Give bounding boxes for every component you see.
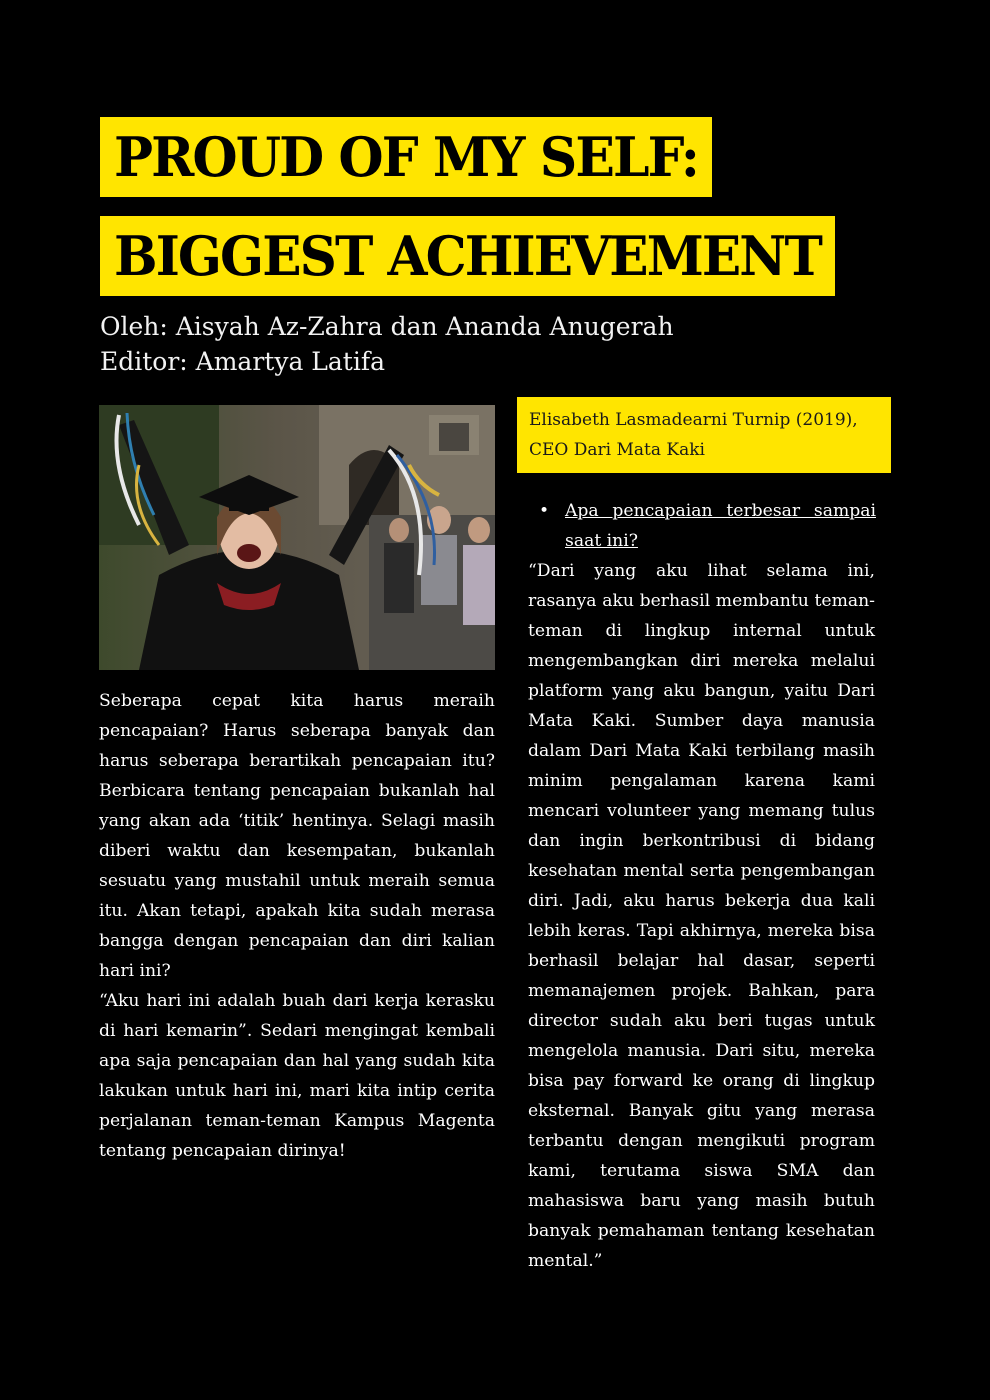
title-line-2 (100, 216, 835, 296)
interviewee-box (517, 397, 891, 473)
answer-paragraph: “Dari yang aku lihat selama ini, rasanya aku berhasil membantu teman-teman di lingkup internal untuk mengembangkan diri mereka melalui platform yang aku bangun, yaitu Dari Mata Kaki. Sumber daya manusia dalam Dari Mata Kaki terbilang masih minim pengalaman karena kami mencari volunteer yang memang tulus dan ingin berkontribusi di bidang kesehatan mental serta pengembangan diri. Jadi, aku harus bekerja dua kali lebih keras. Tapi akhirnya, mereka bisa berhasil belajar hal dasar, seperti memanajemen projek. Bahkan, para director sudah aku beri tugas untuk mengelola manusia. Dari situ, mereka bisa pay forward ke orang di lingkup eksternal. Banyak gitu yang merasa terbantu dengan mengikuti program kami, terutama siswa SMA dan mahasiswa baru yang masih butuh banyak pemahaman tentang kesehatan mental.” (528, 561, 875, 1271)
intro-paragraph-2: “Aku hari ini adalah buah dari kerja kerasku di hari kemarin”. Sedari mengingat kembali apa saja pencapaian dan hal yang sudah kita lakukan untuk hari ini, mari kita intip cerita perjalanan teman-teman Kampus Magenta tentang pencapaian dirinya! (99, 991, 495, 1161)
intro-paragraph-1: Seberapa cepat kita harus meraih pencapaian? Harus seberapa banyak dan harus seberapa berartikah pencapaian itu? Berbicara tentang pencapaian bukanlah hal yang akan ada ‘titik’ hentinya. Selagi masih diberi waktu dan kesempatan, bukanlah sesuatu yang mustahil untuk meraih semua itu. Akan tetapi, apakah kita sudah merasa bangga dengan pencapaian dan diri kalian hari ini? (99, 691, 495, 981)
graduation-photo (99, 405, 495, 670)
answer-text (528, 556, 875, 1276)
bullet-icon: • (539, 501, 550, 521)
interviewee-name: Elisabeth Lasmadearni Turnip (2019), CEO Dari Mata Kaki (529, 410, 858, 460)
question-text: Apa pencapaian terbesar sampai saat ini? (565, 501, 876, 551)
title-line-1-text: PROUD OF MY SELF: (114, 125, 698, 189)
editor-byline: Editor: Amartya Latifa (100, 347, 386, 376)
author-byline: Oleh: Aisyah Az-Zahra dan Ananda Anugerah (100, 312, 674, 341)
title-line-2-text: BIGGEST ACHIEVEMENT (114, 224, 821, 288)
title-line-1 (100, 117, 712, 197)
intro-text (99, 686, 495, 1166)
question-item (539, 496, 876, 556)
